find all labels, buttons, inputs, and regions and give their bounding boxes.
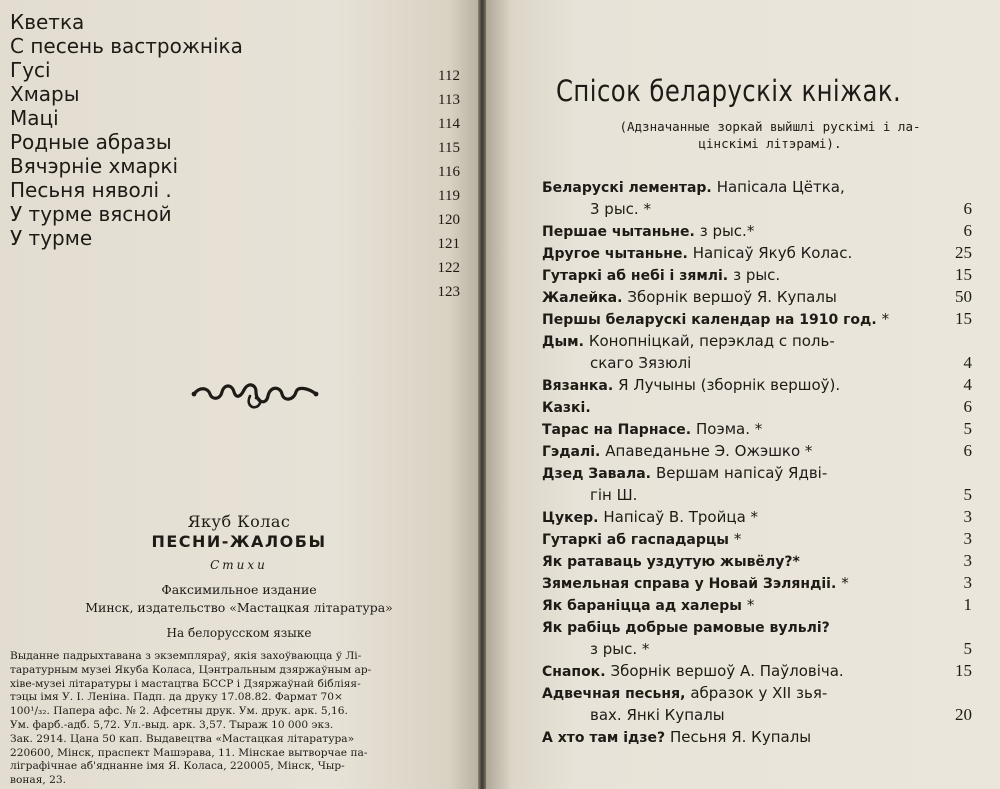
book-price: 1 — [963, 595, 972, 614]
toc-title: У турме — [10, 226, 93, 250]
toc-page-number: 115 — [438, 140, 460, 156]
fine-print-line: Выданне падрыхтавана з экземпляраў, якія захоўваюцца ў Лі- — [10, 650, 362, 662]
fine-print-line: 100¹/₃₂. Папера афс. № 2. Афсетны друк. Ум. друк. арк. 5,16. — [10, 705, 348, 718]
book-price: 6 — [963, 441, 972, 460]
book-title: Дым. — [542, 334, 584, 350]
toc-row — [10, 154, 460, 178]
book-line — [542, 726, 972, 748]
fine-print-line: Зак. 2914. Цана 50 кап. Выдавецтва «Мастацкая літаратура» — [10, 732, 355, 745]
toc-row — [10, 82, 460, 106]
toc-title: Родные абразы — [10, 130, 172, 154]
book-line — [542, 682, 972, 704]
book-description: * — [733, 530, 742, 548]
book-description: Напісала Цётка, — [716, 178, 845, 196]
book-line — [542, 462, 972, 484]
book-continuation: з рыс. * — [590, 640, 650, 658]
book-description: з рыс.* — [699, 222, 755, 240]
imprint-author: Якуб Колас — [187, 512, 291, 531]
note-line: (Адзначанные зоркай выйшлі рускімі і ла- — [619, 119, 921, 134]
book-description: Напісаў В. Тройца * — [603, 508, 759, 526]
book-entry — [542, 616, 972, 660]
toc-page-number: 121 — [437, 236, 460, 252]
book-entry — [542, 264, 972, 286]
book-price: 6 — [963, 199, 972, 218]
book-price: 4 — [963, 353, 972, 372]
book-line — [542, 550, 972, 572]
book-entry — [542, 330, 972, 374]
book-title: Гэдалі. — [542, 444, 601, 460]
book-price: 5 — [963, 419, 972, 438]
book-title: Як бараніцца ад халеры — [542, 598, 742, 614]
book-line — [542, 286, 972, 308]
book-entry — [542, 396, 972, 418]
toc-page-number: 119 — [438, 188, 460, 204]
fine-print-line: 220600, Мінск, праспект Машэрава, 11. Мінскае вытворчае па- — [10, 746, 368, 759]
toc-row — [10, 34, 460, 58]
book-entry — [542, 506, 972, 528]
book-description: * — [746, 596, 755, 614]
toc-row — [10, 178, 460, 202]
fine-print-line: хіве-музеі літаратуры і мастацтва БССР і Дзяржаўнай бібліяя- — [10, 677, 361, 690]
book-title: Як ратаваць уздутую жывёлу?* — [542, 554, 800, 570]
book-title: Жалейка. — [542, 290, 623, 306]
book-price: 5 — [963, 639, 972, 658]
book-description: Конопніцкай, перэклад с поль- — [588, 332, 835, 350]
book-price: 6 — [963, 397, 972, 416]
book-entry — [542, 572, 972, 594]
toc-title: У турме вясной — [10, 202, 172, 226]
book-gutter — [478, 0, 486, 789]
book-price: 3 — [963, 573, 972, 592]
book-entry — [542, 286, 972, 308]
book-title: Зямельная справа у Новай Зэляндіі. — [542, 576, 837, 592]
book-line — [542, 220, 972, 242]
toc-page-number: 123 — [437, 284, 460, 300]
toc-row — [10, 106, 460, 130]
toc-title: Кветка — [10, 10, 85, 34]
fine-print-line: ліграфічнае аб'яднанне імя Я. Коласа, 220005, Мінск, Чыр- — [10, 760, 345, 773]
imprint-title: ПЕСНИ-ЖАЛОБЫ — [151, 532, 327, 551]
imprint-language: На белорусском языке — [166, 626, 312, 640]
book-line-continuation — [542, 638, 972, 660]
book-price: 50 — [955, 287, 972, 306]
book-entry — [542, 594, 972, 616]
imprint-subtitle: Стихи — [210, 558, 268, 572]
book-title: Другое чытаньне. — [542, 246, 688, 262]
imprint-publisher: Минск, издательство «Мастацкая літаратура» — [85, 600, 393, 615]
imprint-facsimile-note: Факсимильное издание — [161, 582, 317, 597]
book-line — [542, 374, 972, 396]
book-price: 5 — [963, 485, 972, 504]
book-price: 3 — [963, 529, 972, 548]
book-title: Адвечная песьня, — [542, 686, 686, 702]
book-title: Як рабіць добрые рамовые вульлі? — [542, 620, 830, 636]
book-title: Беларускі лементар. — [542, 180, 712, 196]
book-title: Вязанка. — [542, 378, 614, 394]
book-description: Зборнік вершоў Я. Купалы — [627, 288, 837, 306]
book-title: Тарас на Парнасе. — [542, 422, 692, 438]
book-price: 20 — [955, 705, 972, 724]
book-price: 3 — [963, 551, 972, 570]
book-price: 25 — [955, 243, 972, 262]
toc-row — [10, 226, 460, 250]
book-line — [542, 594, 972, 616]
book-title: Гутаркі аб небі і зямлі. — [542, 268, 729, 284]
book-line — [542, 418, 972, 440]
book-price: 4 — [963, 375, 972, 394]
fine-print-line: тэцы імя У. І. Леніна. Падп. да друку 17.08.82. Фармат 70× — [10, 691, 343, 704]
book-line-continuation — [542, 484, 972, 506]
book-title: Першы беларускі календар на 1910 год. — [542, 312, 877, 328]
book-description: Я Лучыны (зборнік вершоў). — [618, 376, 841, 394]
book-description: Поэма. * — [696, 420, 763, 438]
book-description: з рыс. — [733, 266, 781, 284]
book-entry — [542, 682, 972, 726]
book-description: Песьня Я. Купалы — [670, 728, 812, 746]
book-description: * — [841, 574, 849, 592]
note-line: цінскімі літэрамі). — [698, 136, 842, 151]
toc-title: Хмары — [10, 82, 80, 106]
book-line — [542, 616, 972, 638]
book-entry — [542, 220, 972, 242]
book-description: Зборнік вершоў А. Паўловіча. — [610, 662, 844, 680]
book-list-note — [560, 118, 980, 152]
toc-row — [10, 130, 460, 154]
book-continuation: вах. Янкі Купалы — [590, 706, 725, 724]
book-line — [542, 660, 972, 682]
book-line — [542, 308, 972, 330]
fine-print-line: Ум. фарб.-адб. 5,72. Ул.-выд. арк. 3,57. Тыраж 10 000 экз. — [10, 718, 334, 731]
toc-page-number: 112 — [438, 68, 460, 84]
book-title: Дзед Завала. — [542, 466, 651, 482]
table-of-contents — [10, 10, 460, 298]
toc-page-number: 122 — [437, 260, 460, 276]
book-title: Казкі. — [542, 400, 591, 416]
book-entry — [542, 418, 972, 440]
toc-title: Гусі — [10, 58, 51, 82]
book-list-title: Спісок беларускіх кніжак. — [556, 74, 902, 108]
book-title: Першае чытаньне. — [542, 224, 695, 240]
book-line-continuation — [542, 352, 972, 374]
book-list — [542, 176, 972, 748]
book-description: абразок у XII зья- — [690, 684, 828, 702]
book-title: Цукер. — [542, 510, 599, 526]
book-price: 15 — [955, 265, 972, 284]
toc-page-number: 116 — [438, 164, 460, 180]
book-description: Вершам напісаў Ядві- — [655, 464, 828, 482]
book-entry — [542, 440, 972, 462]
toc-row — [10, 10, 460, 34]
book-entry — [542, 242, 972, 264]
book-price: 15 — [955, 661, 972, 680]
book-line — [542, 440, 972, 462]
fine-print-line: воная, 23. — [10, 774, 66, 787]
book-line — [542, 176, 972, 198]
book-price: 15 — [955, 309, 972, 328]
toc-title: Маці — [10, 106, 59, 130]
book-entry — [542, 176, 972, 220]
book-line — [542, 506, 972, 528]
book-continuation: скаго Зязюлі — [590, 354, 692, 372]
imprint-fine-print — [10, 650, 465, 788]
toc-row — [10, 58, 460, 82]
book-entry — [542, 726, 972, 748]
book-line — [542, 264, 972, 286]
book-title: Гутаркі аб гаспадарцы — [542, 532, 729, 548]
book-entry — [542, 308, 972, 330]
book-description: * — [881, 310, 890, 328]
book-price: 3 — [963, 507, 972, 526]
book-title: Снапок. — [542, 664, 606, 680]
book-line — [542, 572, 972, 594]
toc-row — [10, 274, 460, 298]
book-line — [542, 396, 972, 418]
book-title: А хто там ідзе? — [542, 730, 666, 746]
book-line-continuation — [542, 704, 972, 726]
book-entry — [542, 528, 972, 550]
book-continuation: гін Ш. — [590, 486, 638, 504]
book-line — [542, 242, 972, 264]
book-description: Напісаў Якуб Колас. — [692, 244, 853, 262]
left-page — [0, 0, 478, 789]
toc-title: С песень вастрожніка — [10, 34, 243, 58]
book-line — [542, 528, 972, 550]
book-entry — [542, 374, 972, 396]
book-entry — [542, 550, 972, 572]
toc-row — [10, 250, 460, 274]
ornament-flourish-icon — [190, 372, 320, 414]
toc-title: Вячэрніе хмаркі — [10, 154, 179, 178]
toc-row — [10, 202, 460, 226]
book-line — [542, 330, 972, 352]
toc-page-number: 114 — [438, 116, 460, 132]
toc-page-number: 120 — [437, 212, 460, 228]
fine-print-line: таратурным музеі Якуба Коласа, Цэнтральным дзяржаўным ар- — [10, 663, 372, 676]
book-entry — [542, 660, 972, 682]
book-description: Апаведаньне Э. Ожэшко * — [605, 442, 813, 460]
toc-page-number: 113 — [438, 92, 460, 108]
book-price: 6 — [963, 221, 972, 240]
book-entry — [542, 462, 972, 506]
book-continuation: 3 рыс. * — [590, 200, 651, 218]
toc-title: Песьня няволі . — [10, 178, 172, 202]
book-line-continuation — [542, 198, 972, 220]
